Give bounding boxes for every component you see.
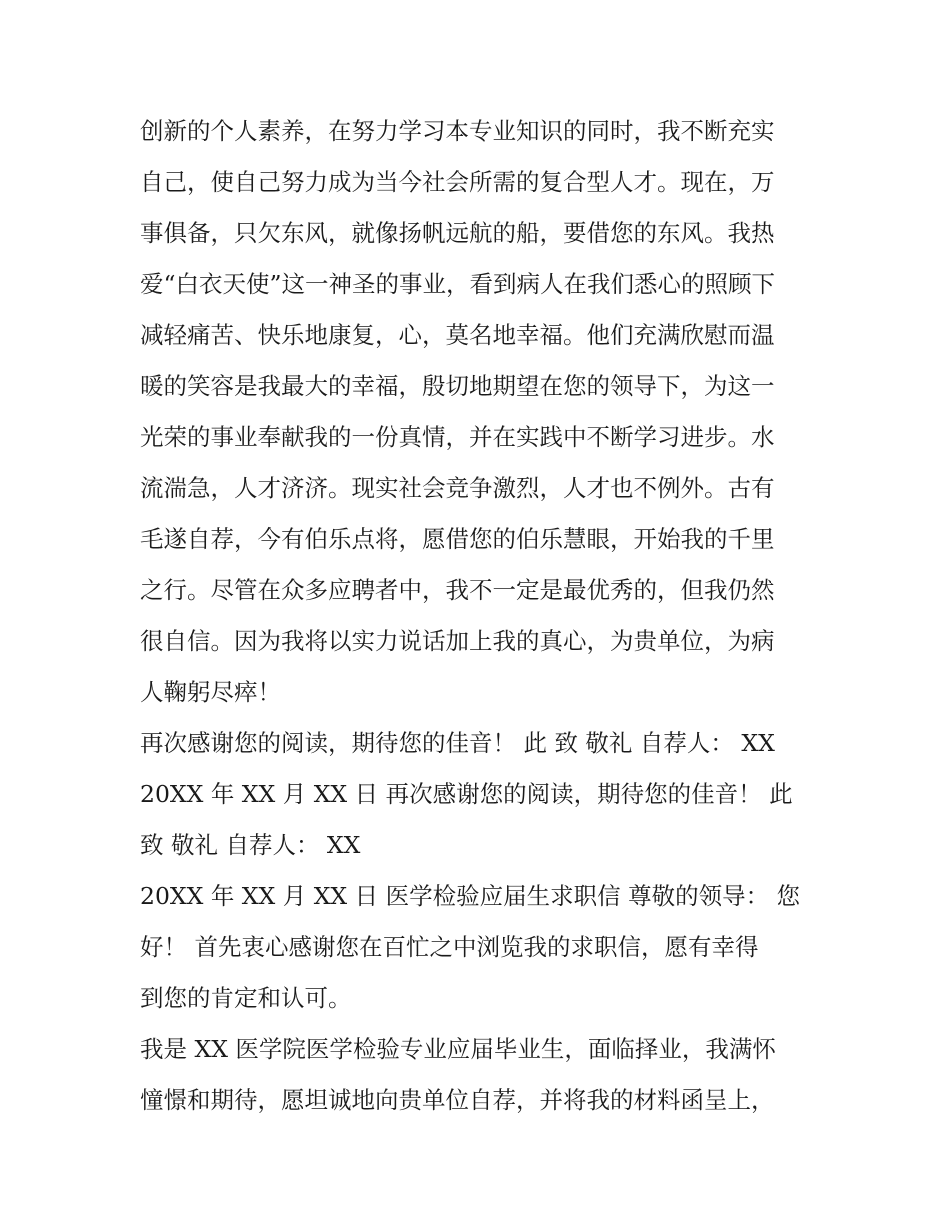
text-line: 再次感谢您的阅读，期待您的佳音！ 此 致 敬礼 自荐人： XX bbox=[140, 729, 775, 757]
text-line: 爱“白衣天使”这一神圣的事业，看到病人在我们悉心的照顾下 bbox=[140, 270, 776, 298]
text-line: 很自信。因为我将以实力说话加上我的真心，为贵单位，为病 bbox=[140, 627, 775, 655]
text-line: 光荣的事业奉献我的一份真情，并在实践中不断学习进步。水 bbox=[140, 423, 775, 451]
text-line: 暖的笑容是我最大的幸福，殷切地期望在您的领导下，为这一 bbox=[140, 372, 775, 400]
text-line: 减轻痛苦、快乐地康复，心，莫名地幸福。他们充满欣慰而温 bbox=[140, 321, 775, 349]
text-line: 到您的肯定和认可。 bbox=[140, 984, 352, 1012]
text-line: 毛遂自荐，今有伯乐点将，愿借您的伯乐慧眼，开始我的千里 bbox=[140, 525, 775, 553]
text-line: 致 敬礼 自荐人： XX bbox=[140, 831, 361, 859]
text-line: 流湍急，人才济济。现实社会竞争激烈，人才也不例外。古有 bbox=[140, 474, 775, 502]
text-line: 好！ 首先衷心感谢您在百忙之中浏览我的求职信，愿有幸得 bbox=[140, 933, 759, 961]
text-line: 20XX 年 XX 月 XX 日 医学检验应届生求职信 尊敬的领导： 您 bbox=[140, 882, 801, 910]
letter-body bbox=[140, 106, 830, 1126]
text-line: 20XX 年 XX 月 XX 日 再次感谢您的阅读，期待您的佳音！ 此 bbox=[140, 780, 793, 808]
text-line: 创新的个人素养，在努力学习本专业知识的同时，我不断充实 bbox=[140, 117, 775, 145]
text-line: 自己，使自己努力成为当今社会所需的复合型人才。现在，万 bbox=[140, 168, 775, 196]
text-line: 之行。尽管在众多应聘者中，我不一定是最优秀的，但我仍然 bbox=[140, 576, 775, 604]
text-line: 人鞠躬尽瘁！ bbox=[140, 678, 281, 706]
text-line: 我是 XX 医学院医学检验专业应届毕业生，面临择业，我满怀 bbox=[140, 1035, 776, 1063]
text-line: 憧憬和期待，愿坦诚地向贵单位自荐，并将我的材料函呈上， bbox=[140, 1086, 775, 1114]
text-line: 事俱备，只欠东风，就像扬帆远航的船，要借您的东风。我热 bbox=[140, 219, 775, 247]
